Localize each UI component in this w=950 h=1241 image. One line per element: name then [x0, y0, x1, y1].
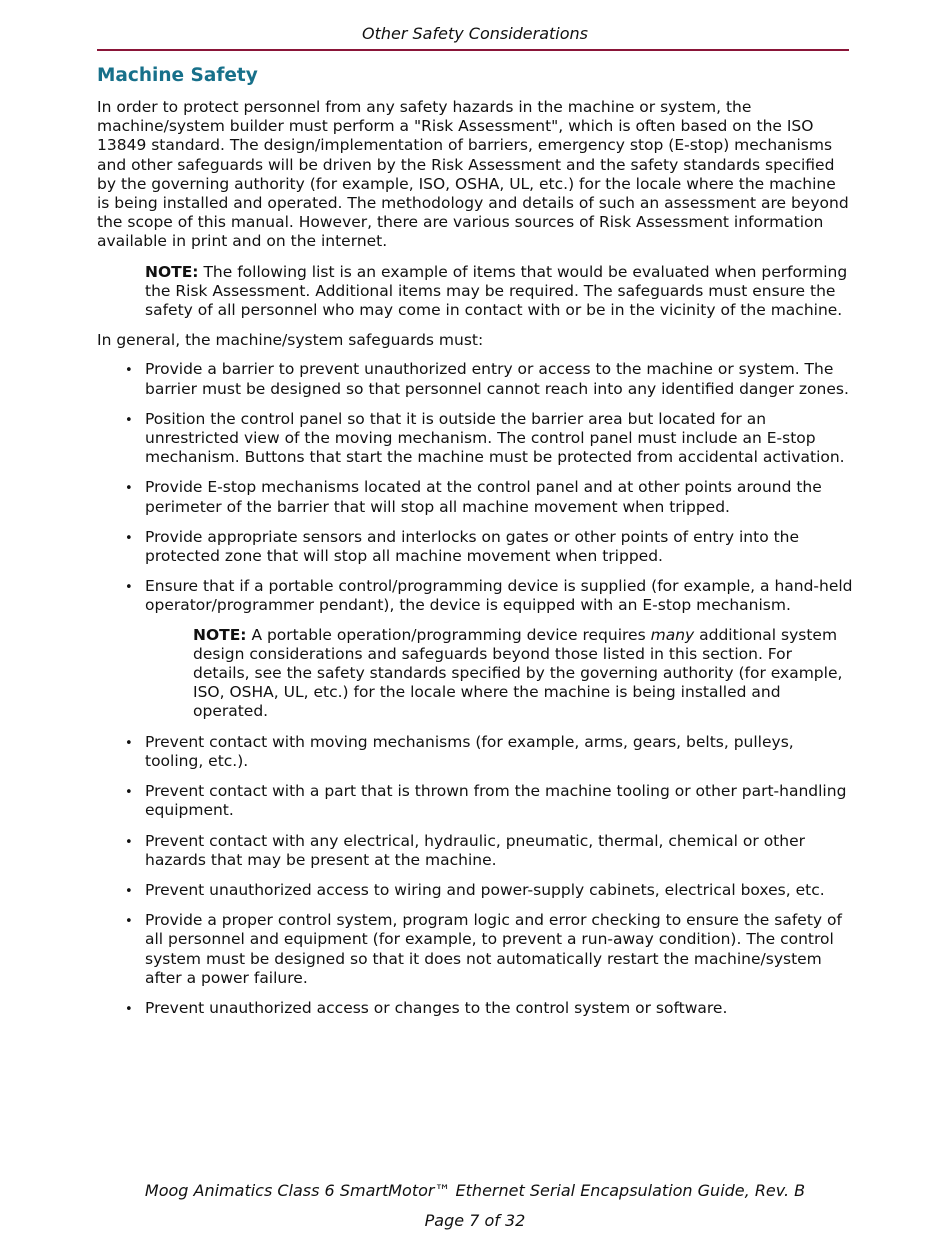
list-item-text: Ensure that if a portable control/programming device is supplied (for example, a hand-held operator/programmer pendant), the device is equipped with an E-stop mechanism.: [145, 577, 853, 615]
subnote-label: NOTE:: [193, 625, 247, 644]
list-item: [97, 782, 853, 820]
list-item: [97, 881, 853, 900]
list-item-text: Prevent unauthorized access to wiring and power-supply cabinets, electrical boxes, etc.: [145, 880, 825, 899]
safeguards-list-continued: [97, 733, 853, 1018]
footer-page-number: Page 7 of 32: [424, 1211, 526, 1230]
list-item-text: Prevent contact with a part that is thrown from the machine tooling or other part-handling equipment.: [145, 782, 847, 820]
bullet-icon: •: [125, 735, 133, 751]
safeguards-list: [97, 360, 853, 615]
list-item: [97, 999, 853, 1018]
page-content: [97, 64, 853, 1029]
list-item-text: Prevent unauthorized access or changes to the control system or software.: [145, 998, 728, 1017]
subnote-text-after: additional system design considerations and safeguards beyond those listed in this section. For details, see the safety standards specified by the governing authority (for example, ISO, OSHA, UL, etc.) for the locale where the machine is being installed and operated.: [193, 625, 843, 721]
list-item-text: Provide E-stop mechanisms located at the control panel and at other points around the perimeter of the barrier that will stop all machine movement when tripped.: [145, 478, 822, 516]
footer-document-title: Moog Animatics Class 6 SmartMotor™ Ethernet Serial Encapsulation Guide, Rev. B: [144, 1181, 806, 1200]
list-item: [97, 733, 853, 771]
portable-device-note: [193, 626, 853, 722]
note-label: NOTE:: [145, 262, 199, 281]
list-item: [97, 410, 853, 468]
note-text: The following list is an example of items that would be evaluated when performing the Risk Assessment. Additional items may be required. The safeguards must ensure the safety of all personnel who may come in contact with or be in the vicinity of the machine.: [145, 262, 848, 320]
list-item-text: Prevent contact with moving mechanisms (for example, arms, gears, belts, pulleys, tooling, etc.).: [145, 732, 794, 770]
bullet-icon: •: [125, 580, 133, 596]
list-item: [97, 911, 853, 988]
running-header: Other Safety Considerations: [361, 24, 589, 43]
bullet-icon: •: [125, 883, 133, 899]
bullet-icon: •: [125, 412, 133, 428]
bullet-icon: •: [125, 834, 133, 850]
subnote-emphasis: many: [650, 625, 695, 644]
section-title: Machine Safety: [97, 65, 258, 86]
note-paragraph: [145, 263, 853, 321]
intro-paragraph: In order to protect personnel from any safety hazards in the machine or system, the machine/system builder must perform a "Risk Assessment", which is often based on the ISO 13849 standard. The design/implementation of barriers, emergency stop (E-stop) mechanisms and other safeguards will be driven by the Risk Assessment and the safety standards specified by the governing authority (for example, ISO, OSHA, UL, etc.) for the locale where the machine is being installed and operated. The methodology and details of such an assessment are beyond the scope of this manual. However, there are various sources of Risk Assessment information available in print and on the internet.: [97, 98, 849, 251]
bullet-icon: •: [125, 481, 133, 497]
list-lead: In general, the machine/system safeguards must:: [97, 331, 484, 350]
list-item: [97, 360, 853, 398]
list-item-text: Provide a proper control system, program logic and error checking to ensure the safety of all personnel and equipment (for example, to prevent a run-away condition). The control system must be designed so that it does not automatically restart the machine/system after a power failure.: [145, 911, 842, 987]
list-item: [97, 832, 853, 870]
bullet-icon: •: [125, 530, 133, 546]
subnote-text-before: A portable operation/programming device requires: [246, 625, 651, 644]
list-item-text: Prevent contact with any electrical, hydraulic, pneumatic, thermal, chemical or other hazards that may be present at the machine.: [145, 831, 805, 869]
bullet-icon: •: [125, 914, 133, 930]
bullet-icon: •: [125, 785, 133, 801]
list-item-text: Provide a barrier to prevent unauthorized entry or access to the machine or system. The barrier must be designed so that personnel cannot reach into any identified danger zones.: [145, 360, 849, 398]
list-item: [97, 528, 853, 566]
list-item-text: Provide appropriate sensors and interlocks on gates or other points of entry into the protected zone that will stop all machine movement when tripped.: [145, 527, 800, 566]
bullet-icon: •: [125, 1001, 133, 1017]
list-item: [97, 478, 853, 516]
bullet-icon: •: [125, 363, 133, 379]
list-item-text: Position the control panel so that it is outside the barrier area but located for an unrestricted view of the moving mechanism. The control panel must include an E-stop mechanism. Buttons that start the machine must be protected from accidental activation.: [145, 409, 845, 467]
header-divider: [97, 49, 849, 51]
list-item: [97, 577, 853, 615]
